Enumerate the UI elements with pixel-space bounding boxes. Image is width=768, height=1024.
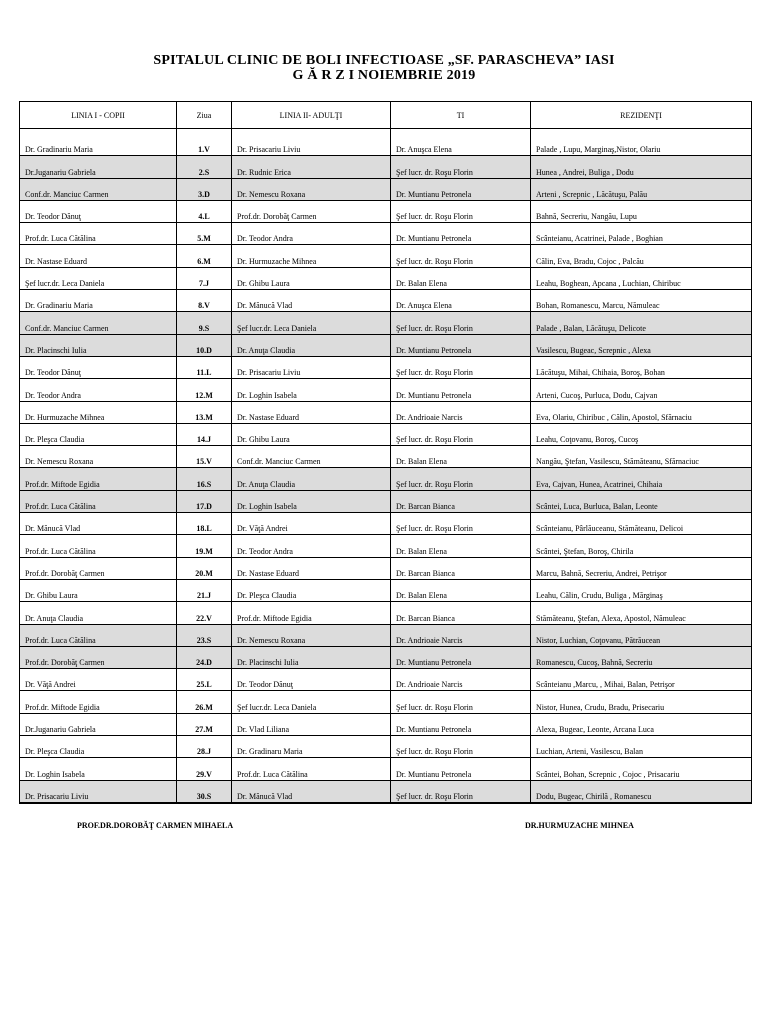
cell-rezidenti: Scântei, Ştefan, Boroş, Chirila [531, 535, 752, 557]
cell-rezidenti: Arteni , Screpnic , Lăcătuşu, Palău [531, 178, 752, 200]
cell-ziua: 10.D [177, 334, 232, 356]
column-header-ti: TI [391, 102, 531, 129]
cell-ziua: 15.V [177, 446, 232, 468]
column-header-copii: LINIA I - COPII [20, 102, 177, 129]
cell-ziua: 5.M [177, 223, 232, 245]
cell-copii: Dr.Juganariu Gabriela [20, 713, 177, 735]
cell-adulti: Dr. Loghin Isabela [232, 490, 391, 512]
cell-ziua: 17.D [177, 490, 232, 512]
table-row [20, 535, 752, 557]
cell-copii: Dr. Teodor Dănuţ [20, 200, 177, 222]
table-row [20, 312, 752, 334]
table-row [20, 178, 752, 200]
signature-right: DR.HURMUZACHE MIHNEA [525, 821, 634, 830]
cell-ziua: 7.J [177, 267, 232, 289]
cell-ti: Şef lucr. dr. Roşu Florin [391, 468, 531, 490]
cell-copii: Şef lucr.dr. Leca Daniela [20, 267, 177, 289]
cell-rezidenti: Bohan, Romanescu, Marcu, Nămuleac [531, 290, 752, 312]
cell-adulti: Dr. Pleşca Claudia [232, 579, 391, 601]
cell-copii: Prof.dr. Dorobăţ Carmen [20, 557, 177, 579]
cell-copii: Dr. Mănucă Vlad [20, 513, 177, 535]
cell-ziua: 28.J [177, 736, 232, 758]
cell-rezidenti: Dodu, Bugeac, Chirilă , Romanescu [531, 780, 752, 803]
table-row [20, 200, 752, 222]
cell-adulti: Dr. Rudnic Erica [232, 156, 391, 178]
cell-rezidenti: Leahu, Boghean, Apcana , Luchian, Chiribuc [531, 267, 752, 289]
table-row [20, 780, 752, 803]
cell-rezidenti: Lăcătuşu, Mihai, Chihaia, Boroş, Bohan [531, 356, 752, 378]
table-row [20, 691, 752, 713]
cell-ti: Şef lucr. dr. Roşu Florin [391, 736, 531, 758]
table-row [20, 758, 752, 780]
cell-adulti: Dr. Văţă Andrei [232, 513, 391, 535]
table-header-row [20, 102, 752, 129]
table-row [20, 401, 752, 423]
cell-ziua: 19.M [177, 535, 232, 557]
schedule-title: G Ă R Z I NOIEMBRIE 2019 [292, 68, 476, 83]
table-row [20, 446, 752, 468]
cell-rezidenti: Leahu, Coţovanu, Boroş, Cucoş [531, 423, 752, 445]
cell-rezidenti: Eva, Olariu, Chiribuc , Călin, Apostol, Sfărnaciu [531, 401, 752, 423]
cell-ti: Şef lucr. dr. Roşu Florin [391, 156, 531, 178]
cell-copii: Dr. Ghibu Laura [20, 579, 177, 601]
cell-copii: Dr. Anuţa Claudia [20, 602, 177, 624]
cell-ziua: 13.M [177, 401, 232, 423]
cell-ziua: 9.S [177, 312, 232, 334]
cell-rezidenti: Călin, Eva, Bradu, Cojoc , Palcău [531, 245, 752, 267]
cell-rezidenti: Alexa, Bugeac, Leonte, Arcana Luca [531, 713, 752, 735]
cell-ti: Dr. Balan Elena [391, 579, 531, 601]
table-row [20, 468, 752, 490]
cell-adulti: Dr. Placinschi Iulia [232, 646, 391, 668]
cell-ti: Şef lucr. dr. Roşu Florin [391, 513, 531, 535]
duty-roster-table [19, 101, 752, 804]
cell-ti: Şef lucr. dr. Roşu Florin [391, 356, 531, 378]
cell-rezidenti: Hunea , Andrei, Buliga , Dodu [531, 156, 752, 178]
cell-copii: Dr. Teodor Dănuţ [20, 356, 177, 378]
cell-rezidenti: Nangău, Ştefan, Vasilescu, Stămăteanu, Sfărnaciuc [531, 446, 752, 468]
cell-adulti: Dr. Vlad Liliana [232, 713, 391, 735]
cell-ti: Dr. Andrioaie Narcis [391, 669, 531, 691]
cell-ziua: 30.S [177, 780, 232, 803]
cell-ziua: 12.M [177, 379, 232, 401]
cell-ziua: 2.S [177, 156, 232, 178]
cell-rezidenti: Scântei, Luca, Burluca, Balan, Leonte [531, 490, 752, 512]
cell-rezidenti: Arteni, Cucoş, Purluca, Dodu, Cajvan [531, 379, 752, 401]
cell-rezidenti: Vasilescu, Bugeac, Screpnic , Alexa [531, 334, 752, 356]
table-row [20, 356, 752, 378]
cell-adulti: Dr. Teodor Dănuţ [232, 669, 391, 691]
cell-ti: Dr. Barcan Bianca [391, 602, 531, 624]
cell-ti: Dr. Anuşca Elena [391, 134, 531, 156]
table-row [20, 223, 752, 245]
cell-ziua: 18.L [177, 513, 232, 535]
cell-rezidenti: Palade , Lupu, Marginaş,Nistor, Olariu [531, 134, 752, 156]
cell-ti: Dr. Barcan Bianca [391, 490, 531, 512]
cell-ziua: 6.M [177, 245, 232, 267]
cell-rezidenti: Nistor, Hunea, Crudu, Bradu, Prisecariu [531, 691, 752, 713]
cell-copii: Dr. Pleşca Claudia [20, 423, 177, 445]
cell-ti: Şef lucr. dr. Roşu Florin [391, 780, 531, 803]
cell-copii: Dr. Gradinariu Maria [20, 134, 177, 156]
cell-ziua: 14.J [177, 423, 232, 445]
cell-ti: Dr. Muntianu Petronela [391, 713, 531, 735]
cell-copii: Dr. Gradinariu Maria [20, 290, 177, 312]
cell-rezidenti: Stămăteanu, Ştefan, Alexa, Apostol, Nămuleac [531, 602, 752, 624]
cell-adulti: Dr. Mănucă Vlad [232, 780, 391, 803]
table-row [20, 646, 752, 668]
cell-rezidenti: Scânteianu ,Marcu, , Mihai, Balan, Petrişor [531, 669, 752, 691]
hospital-title: SPITALUL CLINIC DE BOLI INFECTIOASE „SF. PARASCHEVA” IASI [153, 53, 615, 68]
cell-adulti: Dr. Prisacariu Liviu [232, 134, 391, 156]
cell-adulti: Dr. Anuţa Claudia [232, 334, 391, 356]
table-row [20, 490, 752, 512]
cell-ziua: 25.L [177, 669, 232, 691]
cell-adulti: Dr. Nemescu Roxana [232, 178, 391, 200]
cell-copii: Prof.dr. Luca Cătălina [20, 535, 177, 557]
cell-adulti: Dr. Anuţa Claudia [232, 468, 391, 490]
cell-ziua: 11.L [177, 356, 232, 378]
cell-ti: Şef lucr. dr. Roşu Florin [391, 200, 531, 222]
cell-ti: Şef lucr. dr. Roşu Florin [391, 423, 531, 445]
cell-ti: Dr. Muntianu Petronela [391, 223, 531, 245]
signature-left: PROF.DR.DOROBĂŢ CARMEN MIHAELA [77, 821, 234, 830]
cell-rezidenti: Leahu, Călin, Crudu, Buliga , Mărginaş [531, 579, 752, 601]
cell-ziua: 21.J [177, 579, 232, 601]
cell-adulti: Dr. Mănucă Vlad [232, 290, 391, 312]
cell-rezidenti: Scântei, Bohan, Screpnic , Cojoc , Prisacariu [531, 758, 752, 780]
table-row [20, 245, 752, 267]
cell-ti: Şef lucr. dr. Roşu Florin [391, 245, 531, 267]
cell-rezidenti: Eva, Cajvan, Hunea, Acatrinei, Chihaia [531, 468, 752, 490]
cell-copii: Dr. Văţă Andrei [20, 669, 177, 691]
table-row [20, 134, 752, 156]
column-header-rezidenti: REZIDENŢI [531, 102, 752, 129]
cell-copii: Dr. Nemescu Roxana [20, 446, 177, 468]
table-row [20, 379, 752, 401]
cell-ti: Dr. Andrioaie Narcis [391, 401, 531, 423]
table-row [20, 290, 752, 312]
cell-copii: Conf.dr. Manciuc Carmen [20, 312, 177, 334]
cell-copii: Dr. Loghin Isabela [20, 758, 177, 780]
cell-adulti: Prof.dr. Luca Cătălina [232, 758, 391, 780]
cell-copii: Dr.Juganariu Gabriela [20, 156, 177, 178]
cell-copii: Dr. Pleşca Claudia [20, 736, 177, 758]
cell-rezidenti: Scânteianu, Pârlăuceanu, Stămăteanu, Delicoi [531, 513, 752, 535]
cell-ti: Dr. Muntianu Petronela [391, 758, 531, 780]
cell-copii: Dr. Hurmuzache Mihnea [20, 401, 177, 423]
cell-adulti: Şef lucr.dr. Leca Daniela [232, 691, 391, 713]
cell-adulti: Dr. Nastase Eduard [232, 557, 391, 579]
table-row [20, 513, 752, 535]
cell-copii: Prof.dr. Luca Cătălina [20, 490, 177, 512]
cell-ti: Dr. Balan Elena [391, 267, 531, 289]
cell-rezidenti: Romanescu, Cucoş, Bahnă, Secreriu [531, 646, 752, 668]
cell-ziua: 16.S [177, 468, 232, 490]
cell-adulti: Dr. Teodor Andra [232, 223, 391, 245]
cell-ziua: 24.D [177, 646, 232, 668]
cell-adulti: Dr. Prisacariu Liviu [232, 356, 391, 378]
table-row [20, 334, 752, 356]
cell-rezidenti: Bahnă, Secreriu, Nangău, Lupu [531, 200, 752, 222]
cell-ziua: 29.V [177, 758, 232, 780]
cell-adulti: Conf.dr. Manciuc Carmen [232, 446, 391, 468]
cell-copii: Dr. Teodor Andra [20, 379, 177, 401]
cell-adulti: Şef lucr.dr. Leca Daniela [232, 312, 391, 334]
cell-copii: Prof.dr. Luca Cătălina [20, 223, 177, 245]
cell-rezidenti: Luchian, Arteni, Vasilescu, Balan [531, 736, 752, 758]
cell-ziua: 27.M [177, 713, 232, 735]
cell-ziua: 1.V [177, 134, 232, 156]
cell-ti: Dr. Balan Elena [391, 535, 531, 557]
cell-ziua: 4.L [177, 200, 232, 222]
cell-ti: Dr. Anuşca Elena [391, 290, 531, 312]
table-row [20, 579, 752, 601]
table-row [20, 267, 752, 289]
cell-ti: Dr. Muntianu Petronela [391, 334, 531, 356]
cell-ziua: 26.M [177, 691, 232, 713]
cell-ziua: 20.M [177, 557, 232, 579]
table-row [20, 602, 752, 624]
column-header-adulti: LINIA II- ADULŢI [232, 102, 391, 129]
cell-adulti: Dr. Hurmuzache Mihnea [232, 245, 391, 267]
cell-rezidenti: Scânteianu, Acatrinei, Palade , Boghian [531, 223, 752, 245]
cell-adulti: Dr. Ghibu Laura [232, 267, 391, 289]
table-row [20, 624, 752, 646]
cell-ti: Dr. Andrioaie Narcis [391, 624, 531, 646]
cell-rezidenti: Palade , Balan, Lăcătuşu, Delicote [531, 312, 752, 334]
cell-adulti: Dr. Nemescu Roxana [232, 624, 391, 646]
cell-rezidenti: Marcu, Bahnă, Secreriu, Andrei, Petrişor [531, 557, 752, 579]
cell-copii: Prof.dr. Dorobăţ Carmen [20, 646, 177, 668]
cell-adulti: Dr. Gradinaru Maria [232, 736, 391, 758]
table-row [20, 156, 752, 178]
cell-adulti: Dr. Nastase Eduard [232, 401, 391, 423]
cell-copii: Conf.dr. Manciuc Carmen [20, 178, 177, 200]
cell-copii: Dr. Prisacariu Liviu [20, 780, 177, 803]
column-header-ziua: Ziua [177, 102, 232, 129]
cell-copii: Prof.dr. Luca Cătălina [20, 624, 177, 646]
table-row [20, 423, 752, 445]
cell-ziua: 8.V [177, 290, 232, 312]
cell-adulti: Dr. Ghibu Laura [232, 423, 391, 445]
cell-ti: Dr. Muntianu Petronela [391, 646, 531, 668]
table-row [20, 713, 752, 735]
cell-ti: Dr. Barcan Bianca [391, 557, 531, 579]
cell-copii: Prof.dr. Miftode Egidia [20, 468, 177, 490]
cell-ti: Dr. Muntianu Petronela [391, 379, 531, 401]
cell-ziua: 3.D [177, 178, 232, 200]
table-row [20, 557, 752, 579]
cell-adulti: Prof.dr. Miftode Egidia [232, 602, 391, 624]
cell-adulti: Prof.dr. Dorobăţ Carmen [232, 200, 391, 222]
cell-copii: Prof.dr. Miftode Egidia [20, 691, 177, 713]
table-row [20, 669, 752, 691]
cell-adulti: Dr. Teodor Andra [232, 535, 391, 557]
table-row [20, 736, 752, 758]
cell-ti: Şef lucr. dr. Roşu Florin [391, 691, 531, 713]
cell-copii: Dr. Placinschi Iulia [20, 334, 177, 356]
cell-ziua: 23.S [177, 624, 232, 646]
cell-ziua: 22.V [177, 602, 232, 624]
cell-rezidenti: Nistor, Luchian, Coţovanu, Pătrăucean [531, 624, 752, 646]
cell-copii: Dr. Nastase Eduard [20, 245, 177, 267]
cell-adulti: Dr. Loghin Isabela [232, 379, 391, 401]
cell-ti: Dr. Muntianu Petronela [391, 178, 531, 200]
roster-body [20, 129, 752, 803]
cell-ti: Şef lucr. dr. Roşu Florin [391, 312, 531, 334]
cell-ti: Dr. Balan Elena [391, 446, 531, 468]
